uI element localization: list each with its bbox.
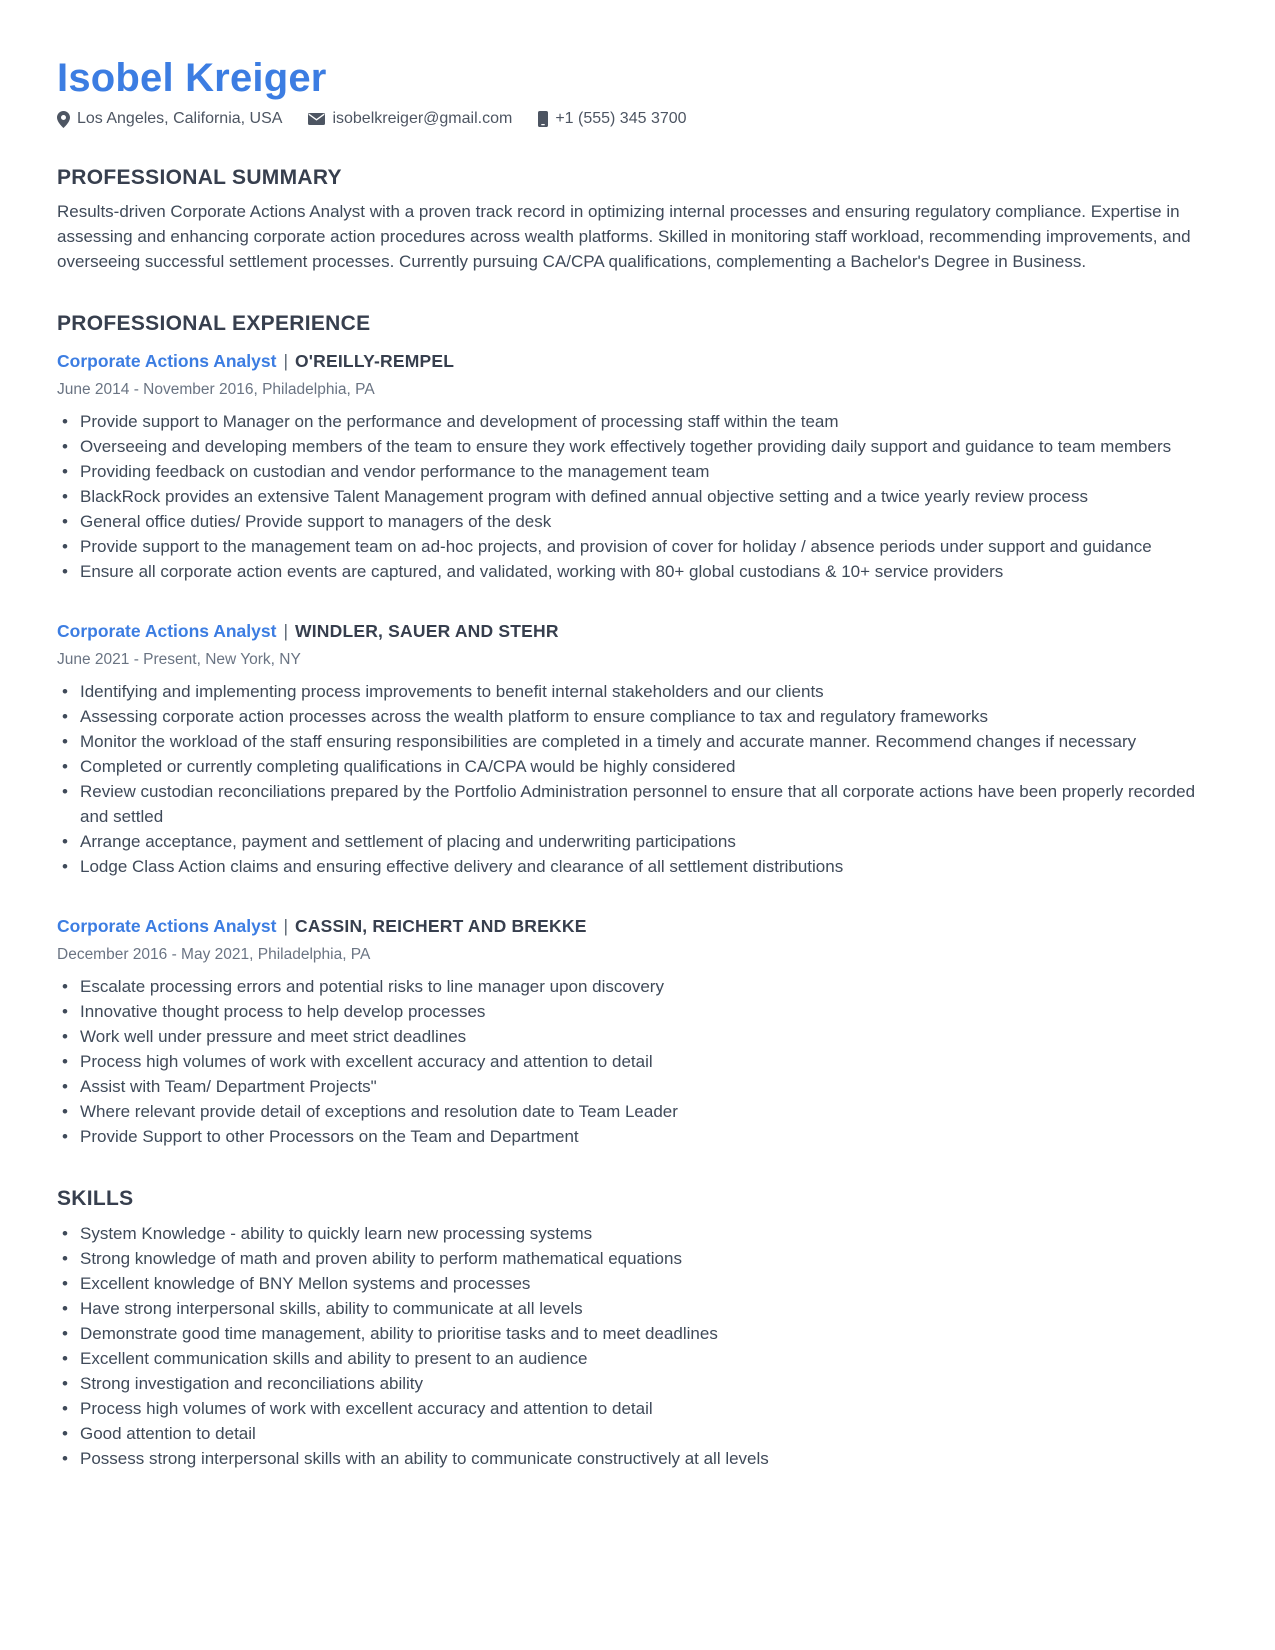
- title-company-separator: |: [283, 351, 288, 371]
- contact-location: [57, 110, 282, 128]
- contact-row: [57, 110, 1218, 128]
- skill-item: • Demonstrate good time management, ability to prioritise tasks and to meet deadlines: [57, 1321, 1218, 1346]
- job-title-row: [57, 351, 1218, 372]
- job-bullet-list: [57, 409, 1218, 584]
- job-bullet: • Process high volumes of work with excellent accuracy and attention to detail: [57, 1049, 1218, 1074]
- section-professional-experience: [57, 312, 1218, 1149]
- job-bullet: • Where relevant provide detail of exceptions and resolution date to Team Leader: [57, 1099, 1218, 1124]
- job-dates-location: June 2021 - Present, New York, NY: [57, 651, 301, 668]
- skill-item: • Possess strong interpersonal skills with an ability to communicate constructively at all levels: [57, 1446, 1218, 1471]
- candidate-name: Isobel Kreiger: [57, 56, 327, 100]
- skill-item: • Strong investigation and reconciliations ability: [57, 1371, 1218, 1396]
- skills-list: [57, 1221, 1218, 1471]
- experience-heading: PROFESSIONAL EXPERIENCE: [57, 312, 371, 335]
- skill-item: • Strong knowledge of math and proven ability to perform mathematical equations: [57, 1246, 1218, 1271]
- contact-email: [308, 110, 512, 128]
- job-bullet-list: [57, 679, 1218, 879]
- contact-email-text: isobelkreiger@gmail.com: [332, 110, 513, 127]
- mobile-phone-icon: [538, 111, 548, 127]
- job-dates-location: December 2016 - May 2021, Philadelphia, PA: [57, 946, 371, 963]
- location-pin-icon: [57, 111, 70, 128]
- job-bullet: • Lodge Class Action claims and ensuring effective delivery and clearance of all settlement distributions: [57, 854, 1218, 879]
- summary-text: Results-driven Corporate Actions Analyst with a proven track record in optimizing internal processes and ensuring regulatory compliance. Expertise in assessing and enhancing corporate action procedures across wealth platforms. Skilled in monitoring staff workload, recommending improvements, and overseeing successful settlement processes. Currently pursuing CA/CPA qualifications, complementing a Bachelor's Degree in Business.: [57, 202, 1191, 271]
- job-bullet: • Provide support to Manager on the performance and development of processing staff within the team: [57, 409, 1218, 434]
- section-skills: [57, 1187, 1218, 1471]
- skill-item: • Good attention to detail: [57, 1421, 1218, 1446]
- job-bullet: • General office duties/ Provide support to managers of the desk: [57, 509, 1218, 534]
- skill-item: • Process high volumes of work with excellent accuracy and attention to detail: [57, 1396, 1218, 1421]
- job-bullet: • Monitor the workload of the staff ensuring responsibilities are completed in a timely and accurate manner. Recommend changes if necessary: [57, 729, 1218, 754]
- job-bullet: • Ensure all corporate action events are captured, and validated, working with 80+ global custodians & 10+ service providers: [57, 559, 1218, 584]
- job-bullet: • BlackRock provides an extensive Talent Management program with defined annual objective setting and a twice yearly review process: [57, 484, 1218, 509]
- envelope-icon: [308, 113, 325, 125]
- job-title-row: [57, 621, 1218, 642]
- job-bullet: • Overseeing and developing members of the team to ensure they work effectively together providing daily support and guidance to team members: [57, 434, 1218, 459]
- job-bullet: • Innovative thought process to help develop processes: [57, 999, 1218, 1024]
- job-bullet: • Work well under pressure and meet strict deadlines: [57, 1024, 1218, 1049]
- job-title-row: [57, 916, 1218, 937]
- job-bullet: • Providing feedback on custodian and vendor performance to the management team: [57, 459, 1218, 484]
- job-dates-location: June 2014 - November 2016, Philadelphia, PA: [57, 381, 375, 398]
- job-company: WINDLER, SAUER AND STEHR: [294, 621, 559, 641]
- skill-item: • Excellent communication skills and ability to present to an audience: [57, 1346, 1218, 1371]
- contact-location-text: Los Angeles, California, USA: [77, 110, 283, 127]
- job-bullet: • Assist with Team/ Department Projects": [57, 1074, 1218, 1099]
- job-bullet: • Assessing corporate action processes across the wealth platform to ensure compliance to tax and regulatory frameworks: [57, 704, 1218, 729]
- job-bullet: • Arrange acceptance, payment and settlement of placing and underwriting participations: [57, 829, 1218, 854]
- job-bullet: • Completed or currently completing qualifications in CA/CPA would be highly considered: [57, 754, 1218, 779]
- skill-item: • Excellent knowledge of BNY Mellon systems and processes: [57, 1271, 1218, 1296]
- job-title: Corporate Actions Analyst: [57, 916, 277, 936]
- skills-heading: SKILLS: [57, 1187, 134, 1210]
- job-bullet: • Review custodian reconciliations prepared by the Portfolio Administration personnel to ensure that all corporate actions have been properly recorded and settled: [57, 779, 1218, 829]
- job-bullet: • Provide Support to other Processors on the Team and Department: [57, 1124, 1218, 1149]
- job-bullet: • Escalate processing errors and potential risks to line manager upon discovery: [57, 974, 1218, 999]
- skill-item: • System Knowledge - ability to quickly learn new processing systems: [57, 1221, 1218, 1246]
- job-title: Corporate Actions Analyst: [57, 351, 277, 371]
- job-entry: [57, 351, 1218, 584]
- job-title: Corporate Actions Analyst: [57, 621, 277, 641]
- title-company-separator: |: [283, 916, 288, 936]
- job-company: CASSIN, REICHERT AND BREKKE: [294, 916, 587, 936]
- summary-heading: PROFESSIONAL SUMMARY: [57, 166, 342, 189]
- job-bullet: • Identifying and implementing process improvements to benefit internal stakeholders and our clients: [57, 679, 1218, 704]
- section-professional-summary: [57, 166, 1218, 274]
- job-bullet-list: [57, 974, 1218, 1149]
- resume-header: [57, 56, 1218, 128]
- title-company-separator: |: [283, 621, 288, 641]
- job-company: O'REILLY-REMPEL: [294, 351, 455, 371]
- skill-item: • Have strong interpersonal skills, ability to communicate at all levels: [57, 1296, 1218, 1321]
- contact-phone: [538, 110, 686, 128]
- job-entry: [57, 916, 1218, 1149]
- job-entry: [57, 621, 1218, 879]
- job-bullet: • Provide support to the management team on ad-hoc projects, and provision of cover for holiday / absence periods under support and guidance: [57, 534, 1218, 559]
- contact-phone-text: +1 (555) 345 3700: [555, 110, 687, 127]
